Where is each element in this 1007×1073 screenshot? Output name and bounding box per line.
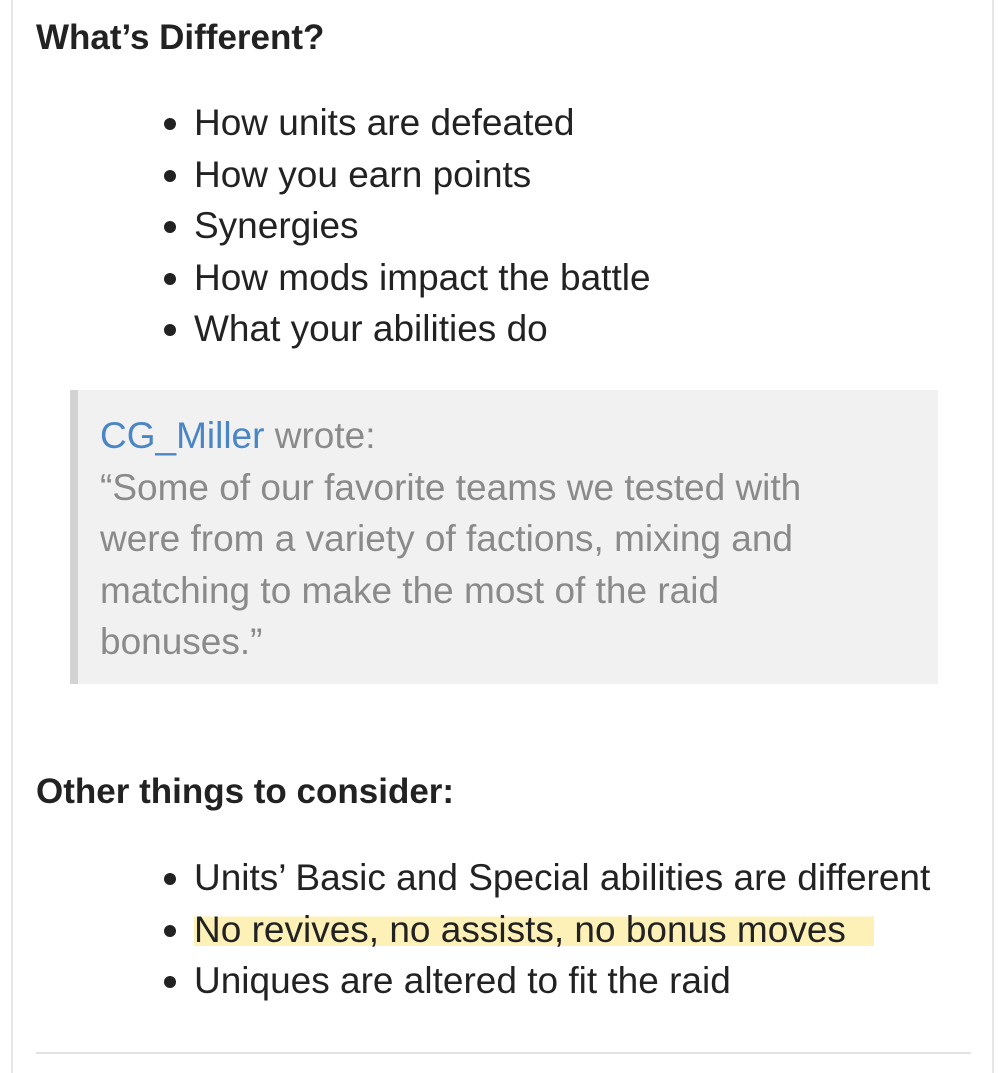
quote-line: matching to make the most of the raid [100, 569, 720, 611]
differences-list [160, 97, 651, 355]
list-item: Synergies [160, 200, 651, 252]
list-item-highlighted [160, 904, 930, 956]
list-item: Units’ Basic and Special abilities are different [160, 852, 930, 904]
quote-wrote-label: wrote: [264, 415, 376, 456]
quote-line: “Some of our favorite teams we tested with [100, 466, 802, 508]
list-item: Uniques are altered to fit the raid [160, 955, 930, 1007]
quote-block [70, 390, 938, 684]
section-heading-other-things: Other things to consider: [36, 772, 455, 811]
highlighted-text: No revives, no assists, no bonus moves [194, 909, 874, 950]
list-item: How units are defeated [160, 97, 651, 149]
list-item: What your abilities do [160, 303, 651, 355]
list-item: How you earn points [160, 149, 651, 201]
considerations-list [160, 852, 930, 1007]
quote-author-link[interactable]: CG_Miller [100, 415, 265, 456]
divider [36, 1052, 971, 1054]
section-heading-whats-different: What’s Different? [36, 18, 325, 57]
quote-line: bonuses.” [100, 621, 263, 662]
list-item: How mods impact the battle [160, 252, 651, 304]
quote-line: were from a variety of factions, mixing and [100, 518, 794, 559]
quote-attribution [100, 410, 916, 462]
